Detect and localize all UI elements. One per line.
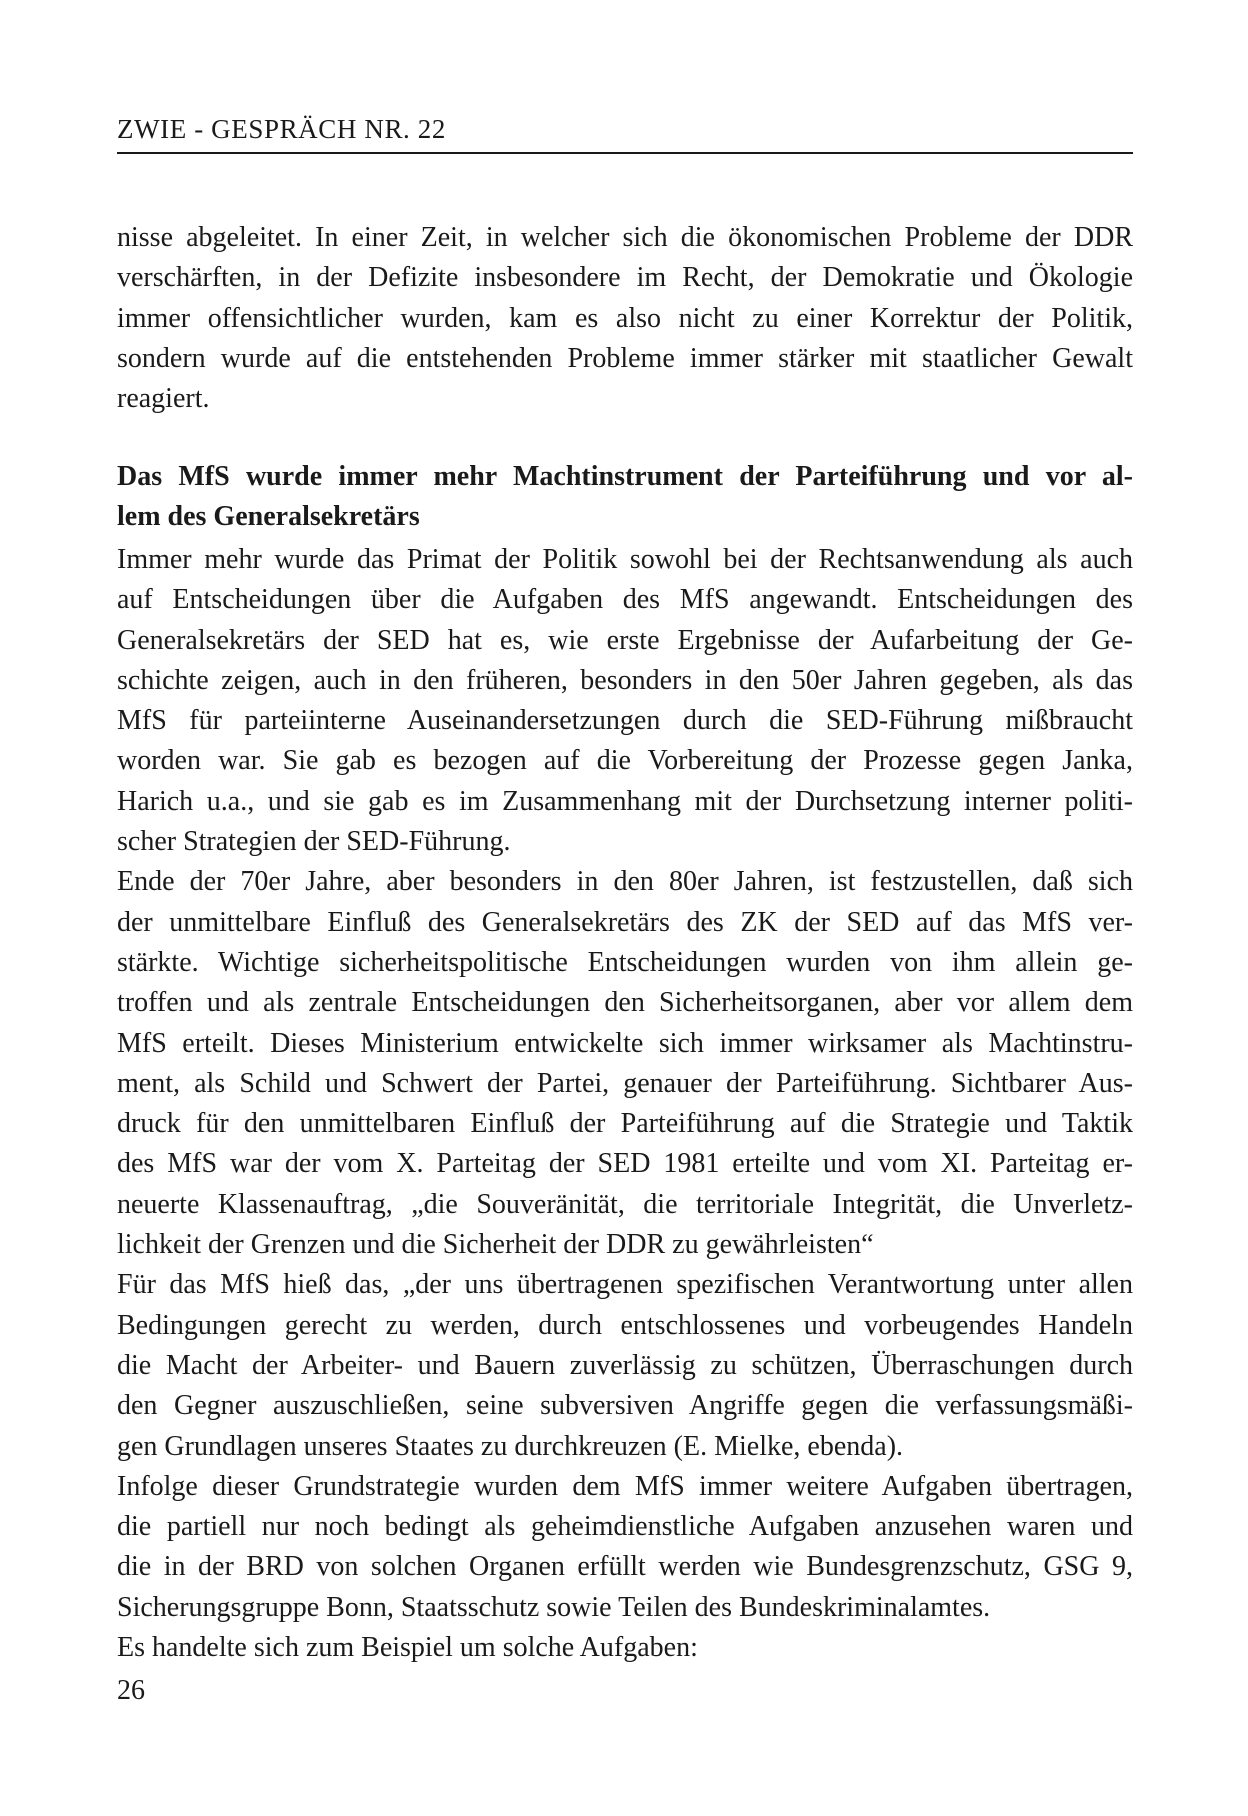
text-line: gen Grundlagen unseres Staates zu durchkreuzen (E. Mielke, ebenda).	[117, 1430, 904, 1462]
text-line: auf Entscheidungen über die Aufgaben des MfS angewandt. Entscheidungen des	[117, 584, 1133, 616]
text-line: nisse abgeleitet. In einer Zeit, in welcher sich die ökonomischen Probleme der DDR	[117, 222, 1133, 253]
text-line: druck für den unmittelbaren Einfluß der Parteiführung auf die Strategie und Taktik	[117, 1108, 1133, 1140]
text-line: Immer mehr wurde das Primat der Politik sowohl bei der Rechtsanwendung als auch	[117, 544, 1133, 575]
text-line: des MfS war der vom X. Parteitag der SED 1981 erteilte und vom XI. Parteitag er-	[117, 1148, 1133, 1180]
header-rule	[117, 152, 1133, 154]
running-header: ZWIE - GESPRÄCH NR. 22	[117, 114, 446, 144]
text-line: Sicherungsgruppe Bonn, Staatsschutz sowie Teilen des Bundeskriminalamtes.	[117, 1591, 991, 1623]
text-line: Bedingungen gerecht zu werden, durch entschlossenes und vorbeugendes Handeln	[117, 1309, 1133, 1341]
text-line: den Gegner auszuschließen, seine subversiven Angriffe gegen die verfassungsmäßi-	[117, 1390, 1133, 1422]
text-line: troffen und als zentrale Entscheidungen den Sicherheitsorganen, aber vor allem dem	[117, 987, 1133, 1019]
section-heading	[117, 457, 1133, 538]
section-body	[117, 540, 1133, 1668]
text-line: Generalsekretärs der SED hat es, wie erste Ergebnisse der Aufarbeitung der Ge-	[117, 624, 1133, 656]
text-line: Für das MfS hieß das, „der uns übertragenen spezifischen Verantwortung unter allen	[117, 1269, 1133, 1301]
text-line: verschärften, in der Defizite insbesondere im Recht, der Demokratie und Ökologie	[117, 262, 1133, 294]
text-line: worden war. Sie gab es bezogen auf die Vorbereitung der Prozesse gegen Janka,	[117, 745, 1133, 777]
text-line: Harich u.a., und sie gab es im Zusammenhang mit der Durchsetzung interner politi-	[117, 785, 1133, 817]
text-line: der unmittelbare Einfluß des Generalsekretärs des ZK der SED auf das MfS ver-	[117, 906, 1133, 938]
text-line: lichkeit der Grenzen und die Sicherheit der DDR zu gewährleisten“	[117, 1229, 874, 1261]
text-line: ment, als Schild und Schwert der Partei, genauer der Parteiführung. Sichtbarer Aus-	[117, 1067, 1133, 1099]
text-line: die Macht der Arbeiter- und Bauern zuverlässig zu schützen, Überraschungen durch	[117, 1349, 1133, 1381]
text-line: Es handelte sich zum Beispiel um solche Aufgaben:	[117, 1632, 698, 1664]
heading-line: lem des Generalsekretärs	[117, 501, 420, 533]
text-line: MfS erteilt. Dieses Ministerium entwickelte sich immer wirksamer als Machtinstru-	[117, 1027, 1133, 1059]
text-line: die in der BRD von solchen Organen erfüllt werden wie Bundesgrenzschutz, GSG 9,	[117, 1551, 1133, 1583]
text-line: sondern wurde auf die entstehenden Probleme immer stärker mit staatlicher Gewalt	[117, 342, 1133, 374]
heading-line: Das MfS wurde immer mehr Machtinstrument der Parteiführung und vor al-	[117, 461, 1133, 492]
text-line: schichte zeigen, auch in den früheren, besonders in den 50er Jahren gegeben, als das	[117, 664, 1133, 696]
text-line: immer offensichtlicher wurden, kam es also nicht zu einer Korrektur der Politik,	[117, 302, 1133, 334]
text-line: neuerte Klassenauftrag, „die Souveränität, die territoriale Integrität, die Unverletz-	[117, 1188, 1133, 1220]
text-line: stärkte. Wichtige sicherheitspolitische Entscheidungen wurden von ihm allein ge-	[117, 946, 1133, 978]
text-line: reagiert.	[117, 383, 210, 415]
text-line: Infolge dieser Grundstrategie wurden dem MfS immer weitere Aufgaben übertragen,	[117, 1470, 1133, 1502]
text-line: MfS für parteiinterne Auseinandersetzungen durch die SED-Führung mißbraucht	[117, 705, 1133, 737]
text-line: scher Strategien der SED-Führung.	[117, 826, 511, 858]
text-line: die partiell nur noch bedingt als geheimdienstliche Aufgaben anzusehen waren und	[117, 1511, 1133, 1543]
paragraph-intro	[117, 218, 1133, 419]
text-line: Ende der 70er Jahre, aber besonders in den 80er Jahren, ist festzustellen, daß sich	[117, 866, 1133, 898]
page-number: 26	[117, 1675, 145, 1706]
